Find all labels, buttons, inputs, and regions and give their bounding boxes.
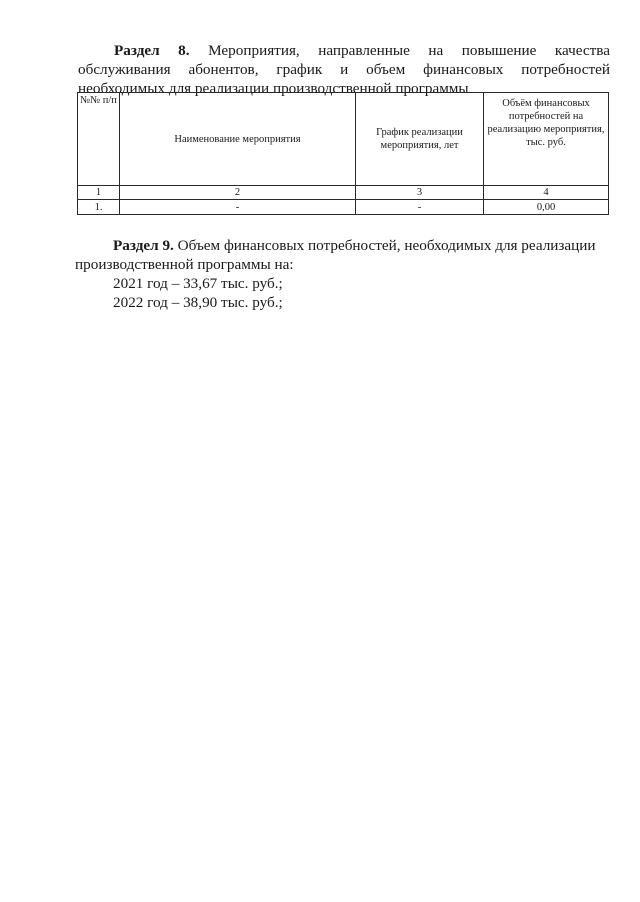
section-8-heading: Раздел 8.: [114, 42, 190, 59]
measures-table: [77, 92, 609, 215]
index-cell: 1: [78, 186, 120, 200]
section-9-heading: Раздел 9.: [113, 237, 174, 254]
year-amount-line: 2022 год – 38,90 тыс. руб.;: [113, 294, 283, 311]
header-name: Наименование мероприятия: [120, 93, 356, 186]
section-9: [75, 236, 610, 312]
index-cell: 3: [356, 186, 484, 200]
row-num-cell: 1.: [78, 200, 120, 215]
index-cell: 2: [120, 186, 356, 200]
header-finance: Объём финансовых потребностей на реализацию мероприятия, тыс. руб.: [484, 93, 609, 186]
section-9-paragraph: [75, 236, 610, 274]
row-schedule-cell: -: [356, 200, 484, 215]
table-index-row: [78, 186, 609, 200]
table-row: [78, 200, 609, 215]
row-name-cell: -: [120, 200, 356, 215]
header-num: №№ п/п: [78, 93, 120, 186]
section-9-text: Объем финансовых потребностей, необходимых для реализации производственной программы на:: [75, 237, 596, 273]
section-8-text: Мероприятия, направленные на повышение качества обслуживания абонентов, график и объем финансовых потребностей необходимых для реализации производственной программы: [78, 42, 610, 97]
year-amount-line: 2021 год – 33,67 тыс. руб.;: [113, 275, 283, 292]
section-8-paragraph: [78, 41, 610, 98]
header-schedule: График реализации мероприятия, лет: [356, 93, 484, 186]
table-header-row: [78, 93, 609, 186]
index-cell: 4: [484, 186, 609, 200]
row-finance-cell: 0,00: [484, 200, 609, 215]
